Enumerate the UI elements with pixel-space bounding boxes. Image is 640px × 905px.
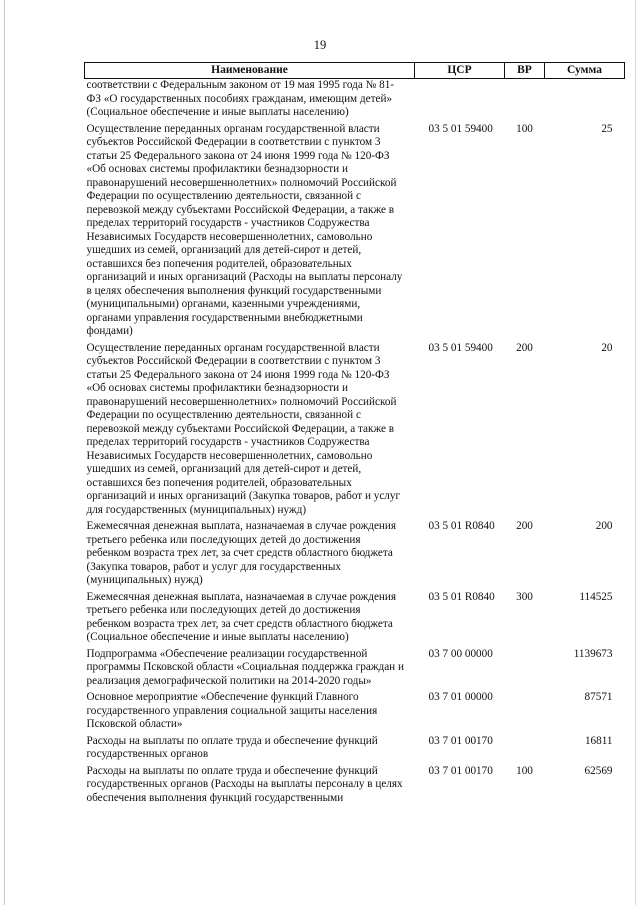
row-sum: 114525	[579, 590, 613, 603]
row-csr: 03 5 01 59400	[428, 341, 493, 354]
row-sum: 20	[601, 341, 613, 354]
scan-edge-right	[635, 0, 636, 905]
row-sum: 1139673	[573, 647, 613, 660]
table-row	[85, 591, 625, 648]
row-name: Осуществление переданных органам государственной власти субъектов Российской Федерации в соответствии с пунктом 3 статьи 25 Федерального закона от 24 июня 1999 года № 120-ФЗ «Об основах системы профилактики безнадзорности и правонарушений несовершеннолетних» полномочий Российской Федерации по осуществлению деятельности, связанной с перевозкой между субъектами Российской Федерации, а также в пределах территорий государств - участников Содружества Независимых Государств несовершеннолетних, самовольно ушедших из семей, организаций для детей-сирот и детей, оставшихся без попечения родителей, образовательных организаций и иных организаций (Расходы на выплаты персоналу в целях обеспечения выполнения функций государственными (муниципальными) органами, казенными учреждениями, органами управления государственными внебюджетными фондами)	[86, 122, 403, 337]
row-csr: 03 5 01 R0840	[428, 590, 495, 603]
table-row	[85, 691, 625, 735]
row-name: Подпрограмма «Обеспечение реализации государственной программы Псковской области «Социальная поддержка граждан и реализация демографической политики на 2014-2020 годы»	[86, 647, 404, 687]
row-sum: 25	[601, 122, 613, 135]
table-row	[85, 123, 625, 342]
row-name: Основное мероприятие «Обеспечение функций Главного государственного управления социальной защиты населения Псковской области»	[86, 691, 378, 730]
row-vr: 200	[516, 341, 533, 354]
row-name: Ежемесячная денежная выплата, назначаемая в случае рождения третьего ребенка или последующих детей до достижения ребенком возраста трех лет, за счет средств областного бюджета (Закупка товаров, работ и услуг для государственных (муниципальных) нужд)	[86, 520, 397, 586]
header-csr: ЦСР	[415, 63, 505, 79]
row-sum	[545, 79, 625, 123]
table-row	[85, 765, 625, 809]
page-number: 19	[313, 38, 327, 52]
row-vr	[505, 691, 545, 735]
row-csr: 03 7 01 00170	[428, 764, 493, 777]
row-sum: 16811	[584, 734, 613, 747]
table-header-row	[85, 63, 625, 79]
row-vr	[505, 79, 545, 123]
table-row	[85, 735, 625, 765]
row-name: Расходы на выплаты по оплате труда и обеспечение функций государственных органов	[86, 734, 378, 760]
row-vr	[505, 648, 545, 692]
row-csr: 03 7 01 00000	[428, 691, 493, 703]
row-vr	[505, 735, 545, 765]
scan-edge-left	[4, 0, 5, 905]
table-row	[85, 520, 625, 591]
row-sum: 62569	[584, 764, 613, 777]
row-csr: 03 7 00 00000	[428, 647, 493, 660]
row-vr: 300	[516, 590, 533, 603]
row-name: Расходы на выплаты по оплате труда и обеспечение функций государственных органов (Расходы на выплаты персоналу в целях обеспечения выполнения функций государственными	[86, 764, 403, 804]
row-vr: 100	[516, 764, 533, 777]
header-sum: Сумма	[545, 63, 625, 79]
row-name: соответствии с Федеральным законом от 19 мая 1995 года № 81-ФЗ «О государственных пособиях гражданам, имеющим детей» (Социальное обеспечение и иные выплаты населению)	[86, 79, 395, 118]
row-csr	[415, 79, 505, 123]
table-row	[85, 79, 625, 123]
header-vr: ВР	[505, 63, 545, 79]
row-sum: 200	[595, 520, 613, 532]
row-csr: 03 5 01 59400	[428, 122, 493, 135]
table-row	[85, 342, 625, 521]
row-csr: 03 7 01 00170	[428, 734, 493, 747]
header-name: Наименование	[85, 63, 415, 79]
row-name: Ежемесячная денежная выплата, назначаемая в случае рождения третьего ребенка или последующих детей до достижения ребенком возраста трех лет, за счет средств областного бюджета (Социальное обеспечение и иные выплаты населению)	[86, 590, 397, 643]
table-row	[85, 648, 625, 692]
row-csr: 03 5 01 R0840	[428, 520, 495, 532]
row-name: Осуществление переданных органам государственной власти субъектов Российской Федерации в соответствии с пунктом 3 статьи 25 Федерального закона от 24 июня 1999 года № 120-ФЗ «Об основах системы профилактики безнадзорности и правонарушений несовершеннолетних» полномочий Российской Федерации по осуществлению деятельности, связанной с перевозкой между субъектами Российской Федерации, а также в пределах территорий государств - участников Содружества Независимых Государств несовершеннолетних, самовольно ушедших из семей, организаций для детей-сирот и детей, оставшихся без попечения родителей, образовательных организаций и иных организаций (Закупка товаров, работ и услуг для государственных (муниципальных) нужд)	[86, 341, 401, 516]
row-sum: 87571	[584, 691, 613, 703]
budget-table	[84, 62, 625, 808]
row-vr: 100	[516, 122, 533, 135]
row-vr: 200	[516, 520, 533, 532]
